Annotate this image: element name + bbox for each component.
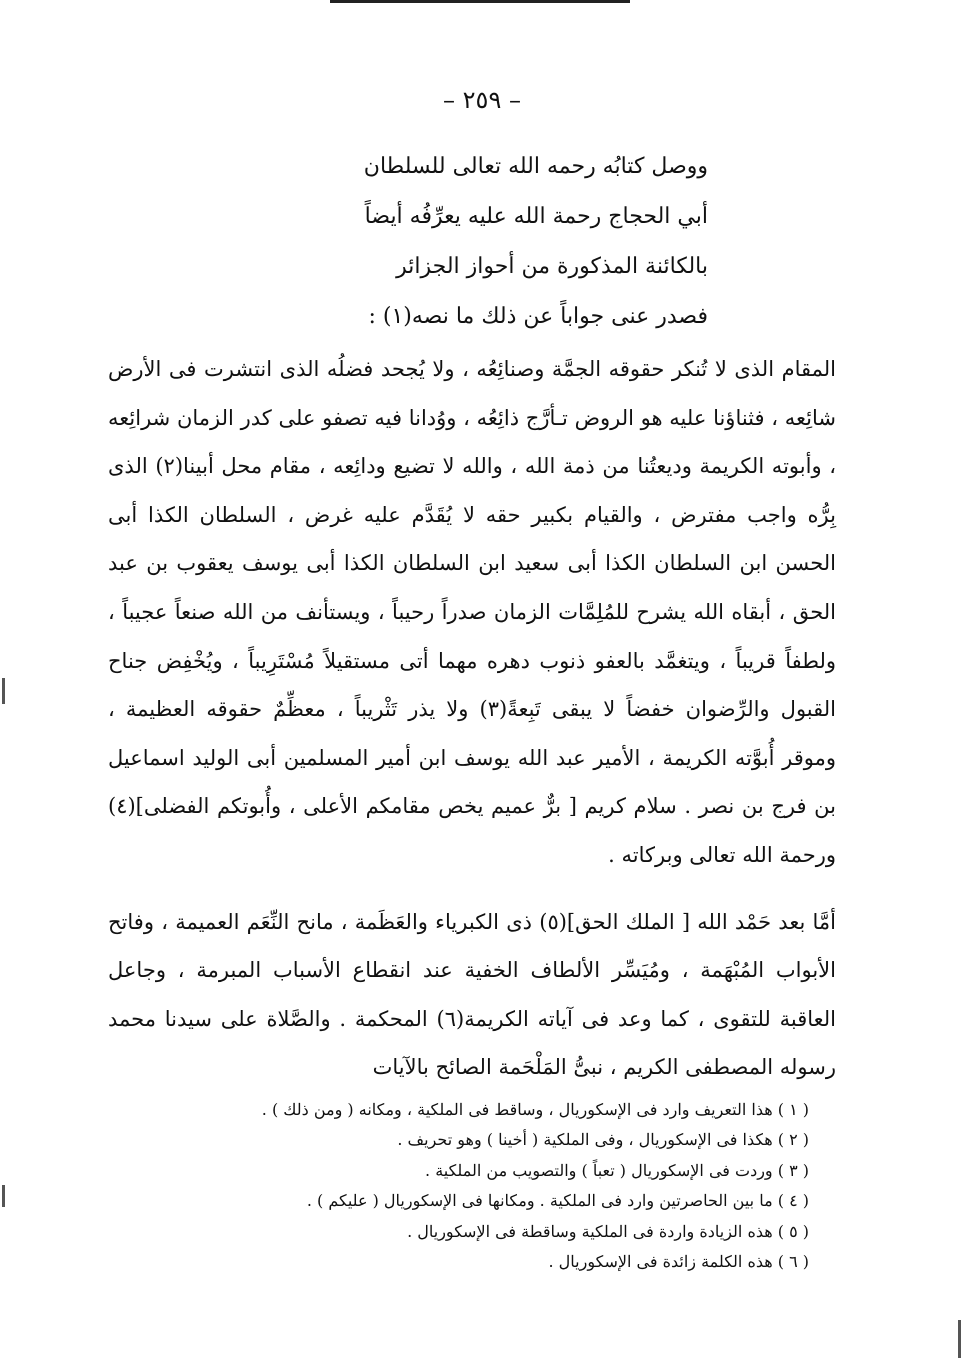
page-number: – ٢٥٩ – — [443, 86, 521, 114]
footnote: ( ١ ) هذا التعريف وارد فى الإسكوريال ، وساقط فى الملكية ، ومكانه ( ومن ذلك ) . — [261, 1100, 809, 1119]
footnote: ( ٣ ) وردت فى الإسكوريال ( تعباً ) والتصويب من الملكية . — [425, 1160, 809, 1180]
top-scan-marks — [330, 0, 630, 9]
footnote: ( ٦ ) هذه الكلمة زائدة فى الإسكوريال . — [548, 1252, 809, 1272]
verse-line: بالكائنة المذكورة من أحواز الجزائر — [396, 254, 708, 279]
left-scan-edge-mark — [2, 1185, 5, 1207]
verse-line: فصدر عنى جواباً عن ذلك ما نصه(١) : — [368, 304, 708, 329]
footnote: ( ٢ ) هكذا فى الإسكوريال ، وفى الملكية ( أخينا ) وهو تحريف . — [397, 1130, 809, 1150]
verse-line: أبي الحجاج رحمة الله عليه يعرِّفُه أيضاً — [364, 204, 708, 229]
letter-body — [108, 345, 836, 1092]
body-paragraph: أمَّا بعد حَمْد الله [ الملك الحق](٥) ذى الكبرياء والعَظَمة ، مانح النِّعَم العميمة ، وفاتح الأبواب المُبْهَمة ، ومُيَسِّر الألطاف الخفية عند انقطاع الأسباب المبرمة ، وجاعل العاقبة للتقوى ، كما وعد فى آياته الكريمة(٦) المحكمة . والصَّلاة على سيدنا محمد رسوله المصطفى الكريم ، نبىُّ المَلْحَمة الصائح بالآيات — [108, 909, 836, 1080]
left-scan-edge-mark — [2, 678, 5, 704]
footnote: ( ٥ ) هذه الزيادة واردة فى الملكية وساقطة فى الإسكوريال . — [407, 1221, 809, 1241]
footnote: ( ٤ ) ما بين الحاصرتين وارد فى الملكية . ومكانها فى الإسكوريال ( عليكم ) . — [306, 1191, 809, 1211]
body-paragraph: المقام الذى لا تُنكر حقوقه الجمَّة وصنائِعُه ، ولا يُجحد فضلُه الذى انتشرت فى الأرض شائِعه ، فثناؤنا عليه هو الروض تـأرَّج ذائِعُه ، ووُدانا فيه تصفو على كدر الزمان شرائِعه ، وأبوته الكريمة وديعتُنا من ذمة الله ، والله لا تضيع ودائِعه ، مقام محل أبينا(٢) الذى بِرُّه واجب مفترض ، والقيام بكبير حقه لا يُقَدَّم عليه غرض ، السلطان الكذا أبى الحسن ابن السلطان الكذا أبى سعيد ابن السلطان الكذا أبى يوسف يعقوب بن عبد الحق ، أبقاه الله يشرح للمُلِمَّات الزمان صدراً رحيباً ، ويستأنف من الله صنعاً عجيباً ، ولطفاً قريباً ، ويتغمَّد بالعفو ذنوب دهره مهما أتى مستقيلاً مُسْتَرِيباً ، ويُخْفِض جناح القبول والرِّضوان خفضاً لا يبقى تَبِعةً(٣) ولا يذر تَثْريباً ، معظِّمٌ حقوقه العظيمة ، وموقر أُبوَّته الكريمة ، الأمير عبد الله يوسف ابن أمير المسلمين أبى الوليد اسماعيل بن فرج بن نصر . سلام كريم [ برٌّ عميم يخص مقامكم الأعلى ، وأُبوتكم الفضلى](٤) ورحمة الله تعالى وبركاته . — [108, 357, 837, 867]
verse-block — [288, 142, 708, 342]
right-scan-edge-mark — [958, 1320, 961, 1358]
verse-line: ووصل كتابُه رحمه الله تعالى للسلطان — [363, 154, 708, 179]
footnotes — [109, 1095, 809, 1277]
